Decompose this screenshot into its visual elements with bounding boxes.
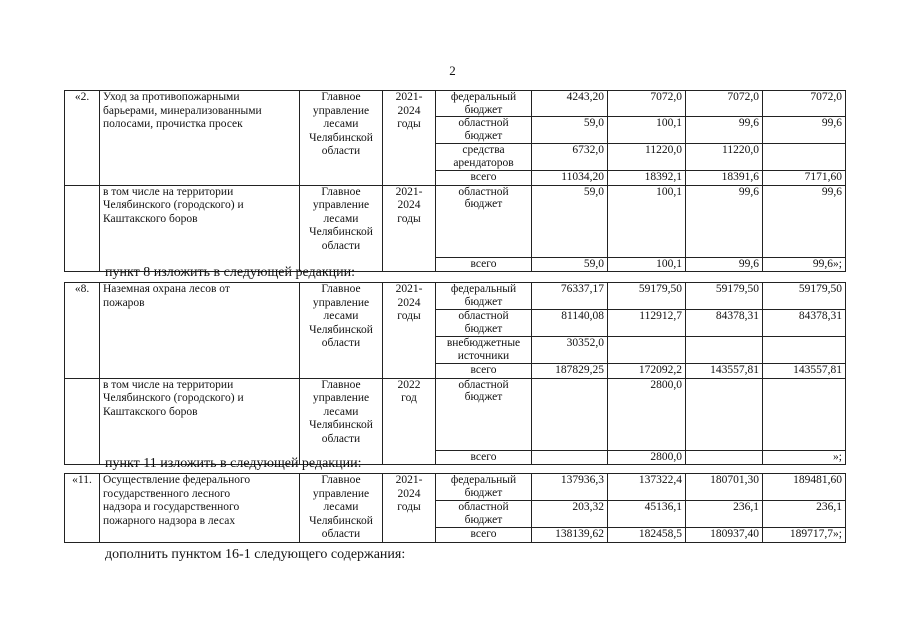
amount-cell: 100,1 xyxy=(608,257,686,272)
amount-cell: 99,6»; xyxy=(763,257,846,272)
funding-source: областной бюджет xyxy=(436,378,532,450)
amount-cell: 11220,0 xyxy=(686,144,763,171)
amount-cell xyxy=(763,144,846,171)
amount-cell: 2800,0 xyxy=(608,450,686,465)
amount-cell: 59179,50 xyxy=(763,283,846,310)
responsible-org-line: Главное xyxy=(321,378,361,391)
responsible-org-line: области xyxy=(321,239,361,252)
measure-title-line: пожарного надзора в лесах xyxy=(103,514,236,527)
amount-cell xyxy=(686,378,763,450)
amount-cell: 182458,5 xyxy=(608,528,686,543)
funding-source: федеральный бюджет xyxy=(436,283,532,310)
period-line: годы xyxy=(397,501,421,513)
funding-source: областной бюджет xyxy=(436,185,532,257)
table-row xyxy=(65,91,846,117)
measure-title-line: барьерами, минерализованными xyxy=(103,104,262,117)
budget-table xyxy=(64,473,846,543)
amount-cell: 236,1 xyxy=(763,501,846,528)
amount-cell xyxy=(686,450,763,465)
table-row xyxy=(65,283,846,310)
responsible-org-line: лесами xyxy=(323,118,359,130)
responsible-org-line: управление xyxy=(312,392,370,404)
responsible-org-line: управление xyxy=(312,199,370,211)
amount-cell: »; xyxy=(763,450,846,465)
amount-cell: 81140,08 xyxy=(532,310,608,337)
measure-title-line: Уход за противопожарными xyxy=(103,91,240,103)
period-line: 2024 xyxy=(397,296,421,309)
table-row xyxy=(65,185,846,257)
amount-cell: 59179,50 xyxy=(686,283,763,310)
period-line: 2021- xyxy=(395,91,423,103)
measure-title-line: пожаров xyxy=(103,296,145,309)
responsible-org xyxy=(300,378,383,465)
amount-cell: 84378,31 xyxy=(686,310,763,337)
responsible-org-line: Челябинской xyxy=(309,514,373,527)
amount-cell: 100,1 xyxy=(608,185,686,257)
item-number xyxy=(65,185,100,272)
amount-cell: 99,6 xyxy=(686,257,763,272)
responsible-org-line: лесами xyxy=(323,405,359,418)
funding-source: областной бюджет xyxy=(436,310,532,337)
responsible-org-line: Главное xyxy=(321,185,361,198)
period-line: 2024 xyxy=(397,487,421,500)
measure-title xyxy=(100,474,300,543)
period-line: годы xyxy=(397,310,421,322)
measure-title-line: Каштакского боров xyxy=(103,212,198,225)
responsible-org-line: Челябинской xyxy=(309,131,373,144)
responsible-org-line: Челябинской xyxy=(309,419,373,431)
amount-cell xyxy=(763,337,846,364)
budget-table xyxy=(64,90,846,272)
item-number: «2. xyxy=(65,91,100,186)
amount-cell: 11220,0 xyxy=(608,144,686,171)
responsible-org-line: области xyxy=(321,145,361,157)
period-line: год xyxy=(401,392,417,404)
amount-cell: 59179,50 xyxy=(608,283,686,310)
amount-cell: 84378,31 xyxy=(763,310,846,337)
measure-title-line: полосами, прочистка просек xyxy=(103,118,243,130)
responsible-org-line: области xyxy=(321,528,361,540)
amount-cell: 138139,62 xyxy=(532,528,608,543)
funding-source: всего xyxy=(436,171,532,186)
period xyxy=(383,474,436,543)
responsible-org xyxy=(300,283,383,379)
responsible-org-line: управление xyxy=(312,487,370,500)
instruction-text: дополнить пунктом 16-1 следующего содержания: xyxy=(105,547,406,562)
responsible-org-line: управление xyxy=(312,296,370,309)
amount-cell: 137322,4 xyxy=(608,474,686,501)
amount-cell xyxy=(608,337,686,364)
responsible-org-line: Челябинской xyxy=(309,226,373,238)
amount-cell: 7171,60 xyxy=(763,171,846,186)
amount-cell: 99,6 xyxy=(686,185,763,257)
amount-cell: 99,6 xyxy=(763,117,846,144)
measure-title-line: в том числе на территории xyxy=(103,185,234,198)
measure-title xyxy=(100,283,300,379)
period-line: 2024 xyxy=(397,199,421,211)
responsible-org-line: Челябинской xyxy=(309,323,373,336)
amount-cell: 11034,20 xyxy=(532,171,608,186)
amount-cell: 203,32 xyxy=(532,501,608,528)
item-number: «11. xyxy=(65,474,100,543)
period xyxy=(383,91,436,186)
amount-cell: 137936,3 xyxy=(532,474,608,501)
measure-title-line: Челябинского (городского) и xyxy=(103,199,244,211)
funding-source: всего xyxy=(436,528,532,543)
amount-cell xyxy=(532,450,608,465)
responsible-org-line: Главное xyxy=(321,283,361,295)
period-line: 2021- xyxy=(395,283,423,295)
period xyxy=(383,185,436,272)
funding-source: средства арендаторов xyxy=(436,144,532,171)
amount-cell: 172092,2 xyxy=(608,364,686,379)
amount-cell xyxy=(763,378,846,450)
measure-title xyxy=(100,378,300,465)
instruction-text: пункт 11 изложить в следующей редакции: xyxy=(105,456,362,471)
amount-cell: 189481,60 xyxy=(763,474,846,501)
measure-title-line: Каштакского боров xyxy=(103,405,198,418)
amount-cell: 100,1 xyxy=(608,117,686,144)
amount-cell: 76337,17 xyxy=(532,283,608,310)
amount-cell: 59,0 xyxy=(532,117,608,144)
amount-cell: 180701,30 xyxy=(686,474,763,501)
amount-cell: 59,0 xyxy=(532,257,608,272)
measure-title-line: Осуществление федерального xyxy=(103,474,251,486)
period-line: 2024 xyxy=(397,104,421,117)
amount-cell: 7072,0 xyxy=(608,91,686,117)
responsible-org-line: Главное xyxy=(321,474,361,486)
amount-cell: 6732,0 xyxy=(532,144,608,171)
responsible-org-line: управление xyxy=(312,104,370,117)
measure-title-line: государственного лесного xyxy=(103,487,231,500)
period-line: 2021- xyxy=(395,185,423,198)
amount-cell: 99,6 xyxy=(763,185,846,257)
amount-cell: 7072,0 xyxy=(763,91,846,117)
amount-cell: 143557,81 xyxy=(763,364,846,379)
period xyxy=(383,378,436,465)
funding-source: всего xyxy=(436,364,532,379)
amount-cell: 2800,0 xyxy=(608,378,686,450)
responsible-org-line: области xyxy=(321,337,361,349)
amount-cell: 236,1 xyxy=(686,501,763,528)
amount-cell: 112912,7 xyxy=(608,310,686,337)
measure-title-line: в том числе на территории xyxy=(103,378,234,391)
amount-cell xyxy=(686,337,763,364)
table-row xyxy=(65,474,846,501)
amount-cell: 7072,0 xyxy=(686,91,763,117)
measure-title-line: надзора и государственного xyxy=(103,501,240,513)
funding-source: внебюджетные источники xyxy=(436,337,532,364)
item-number xyxy=(65,378,100,465)
responsible-org-line: лесами xyxy=(323,310,359,322)
budget-table xyxy=(64,282,846,465)
page-number: 2 xyxy=(449,63,456,78)
responsible-org-line: лесами xyxy=(323,212,359,225)
responsible-org-line: Главное xyxy=(321,91,361,103)
period-line: годы xyxy=(397,118,421,130)
period-line: годы xyxy=(397,212,421,225)
measure-title xyxy=(100,91,300,186)
responsible-org xyxy=(300,474,383,543)
table-row xyxy=(65,378,846,450)
period-line: 2021- xyxy=(395,474,423,486)
measure-title-line: Наземная охрана лесов от xyxy=(103,283,230,295)
amount-cell: 45136,1 xyxy=(608,501,686,528)
period xyxy=(383,283,436,379)
funding-source: федеральный бюджет xyxy=(436,91,532,117)
amount-cell: 180937,40 xyxy=(686,528,763,543)
amount-cell: 59,0 xyxy=(532,185,608,257)
amount-cell: 189717,7»; xyxy=(763,528,846,543)
funding-source: областной бюджет xyxy=(436,117,532,144)
responsible-org xyxy=(300,185,383,272)
measure-title xyxy=(100,185,300,272)
funding-source: областной бюджет xyxy=(436,501,532,528)
funding-source: всего xyxy=(436,450,532,465)
instruction-text: пункт 8 изложить в следующей редакции: xyxy=(105,265,355,280)
amount-cell: 143557,81 xyxy=(686,364,763,379)
measure-title-line: Челябинского (городского) и xyxy=(103,392,244,404)
amount-cell: 99,6 xyxy=(686,117,763,144)
amount-cell xyxy=(532,378,608,450)
amount-cell: 30352,0 xyxy=(532,337,608,364)
amount-cell: 18392,1 xyxy=(608,171,686,186)
amount-cell: 187829,25 xyxy=(532,364,608,379)
amount-cell: 18391,6 xyxy=(686,171,763,186)
funding-source: федеральный бюджет xyxy=(436,474,532,501)
item-number: «8. xyxy=(65,283,100,379)
funding-source: всего xyxy=(436,257,532,272)
responsible-org xyxy=(300,91,383,186)
amount-cell: 4243,20 xyxy=(532,91,608,117)
responsible-org-line: области xyxy=(321,432,361,445)
responsible-org-line: лесами xyxy=(323,501,359,513)
period-line: 2022 xyxy=(397,378,421,391)
